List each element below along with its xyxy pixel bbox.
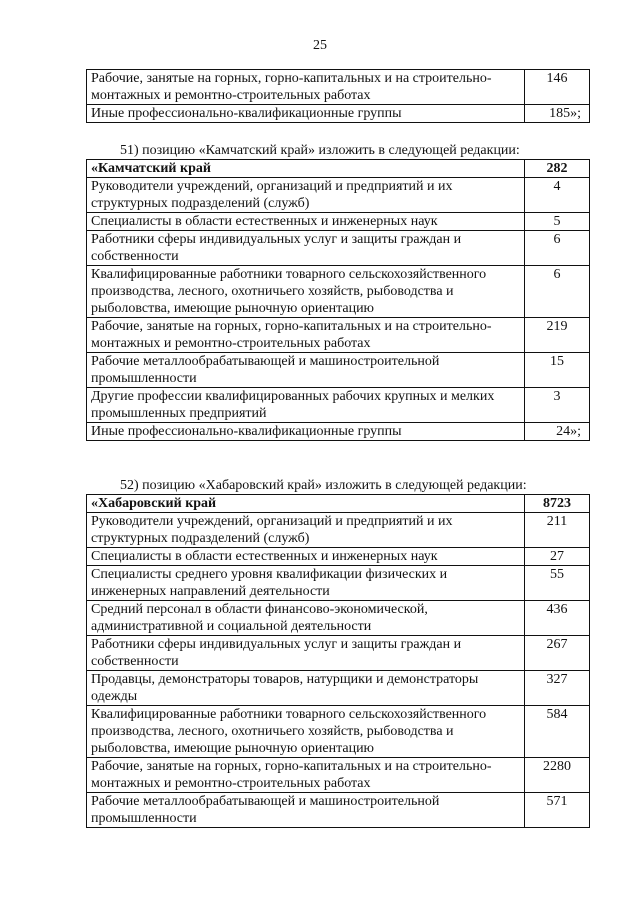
- row-value: 6: [525, 266, 590, 318]
- row-label: Работники сферы индивидуальных услуг и защиты граждан и собственности: [87, 636, 525, 671]
- table-continued: [86, 69, 590, 123]
- section-51-caption: 51) позицию «Камчатский край» изложить в следующей редакции:: [120, 143, 520, 158]
- table-row: [87, 423, 590, 441]
- khabarovsk-table: [86, 494, 590, 828]
- row-value: 146: [525, 70, 590, 105]
- row-label: Рабочие металлообрабатывающей и машиностроительной промышленности: [87, 793, 525, 828]
- table-row: [87, 70, 590, 105]
- table-row: [87, 548, 590, 566]
- row-label: Руководители учреждений, организаций и предприятий и их структурных подразделений (служб): [87, 178, 525, 213]
- row-value: 3: [525, 388, 590, 423]
- table-row: [87, 318, 590, 353]
- row-value: 571: [525, 793, 590, 828]
- row-label: Рабочие, занятые на горных, горно-капитальных и на строительно-монтажных и ремонтно-строительных работах: [87, 758, 525, 793]
- row-label: Рабочие, занятые на горных, горно-капитальных и на строительно-монтажных и ремонтно-строительных работах: [87, 70, 525, 105]
- region-total: 8723: [525, 495, 590, 513]
- row-label: Продавцы, демонстраторы товаров, натурщики и демонстраторы одежды: [87, 671, 525, 706]
- row-value: 5: [525, 213, 590, 231]
- table-row: [87, 566, 590, 601]
- table-row: [87, 671, 590, 706]
- table-row: [87, 793, 590, 828]
- table-header-row: [87, 495, 590, 513]
- region-total: 282: [525, 160, 590, 178]
- table-row: [87, 266, 590, 318]
- row-value: 6: [525, 231, 590, 266]
- row-value: 15: [525, 353, 590, 388]
- row-label: Другие профессии квалифицированных рабочих крупных и мелких промышленных предприятий: [87, 388, 525, 423]
- row-label: Иные профессионально-квалификационные группы: [87, 105, 525, 123]
- row-value: 584: [525, 706, 590, 758]
- row-label: Рабочие, занятые на горных, горно-капитальных и на строительно-монтажных и ремонтно-строительных работах: [87, 318, 525, 353]
- row-value: 55: [525, 566, 590, 601]
- page-number: 25: [313, 38, 327, 53]
- section-52-caption: 52) позицию «Хабаровский край» изложить в следующей редакции:: [120, 478, 527, 493]
- row-label: Специалисты в области естественных и инженерных наук: [87, 548, 525, 566]
- table-row: [87, 513, 590, 548]
- row-label: Работники сферы индивидуальных услуг и защиты граждан и собственности: [87, 231, 525, 266]
- row-label: Руководители учреждений, организаций и предприятий и их структурных подразделений (служб): [87, 513, 525, 548]
- row-label: Специалисты в области естественных и инженерных наук: [87, 213, 525, 231]
- row-value: 211: [525, 513, 590, 548]
- row-label: Средний персонал в области финансово-экономической, административной и социальной деятельности: [87, 601, 525, 636]
- row-value: 267: [525, 636, 590, 671]
- table-row: [87, 388, 590, 423]
- region-name: «Камчатский край: [87, 160, 525, 178]
- row-value: 24»;: [525, 423, 590, 441]
- row-label: Специалисты среднего уровня квалификации физических и инженерных направлений деятельности: [87, 566, 525, 601]
- row-label: Рабочие металлообрабатывающей и машиностроительной промышленности: [87, 353, 525, 388]
- table-row: [87, 758, 590, 793]
- row-value: 2280: [525, 758, 590, 793]
- table-row: [87, 105, 590, 123]
- kamchatka-table: [86, 159, 590, 441]
- table-row: [87, 706, 590, 758]
- table-row: [87, 353, 590, 388]
- row-label: Квалифицированные работники товарного сельскохозяйственного производства, лесного, охотничьего хозяйств, рыбоводства и рыболовства, имеющие рыночную ориентацию: [87, 706, 525, 758]
- row-value: 4: [525, 178, 590, 213]
- table-header-row: [87, 160, 590, 178]
- row-value: 27: [525, 548, 590, 566]
- row-value: 436: [525, 601, 590, 636]
- row-value: 185»;: [525, 105, 590, 123]
- table-row: [87, 213, 590, 231]
- row-value: 219: [525, 318, 590, 353]
- row-label: Иные профессионально-квалификационные группы: [87, 423, 525, 441]
- row-label: Квалифицированные работники товарного сельскохозяйственного производства, лесного, охотничьего хозяйств, рыбоводства и рыболовства, имеющие рыночную ориентацию: [87, 266, 525, 318]
- table-row: [87, 636, 590, 671]
- table-row: [87, 178, 590, 213]
- row-value: 327: [525, 671, 590, 706]
- table-row: [87, 601, 590, 636]
- table-row: [87, 231, 590, 266]
- region-name: «Хабаровский край: [87, 495, 525, 513]
